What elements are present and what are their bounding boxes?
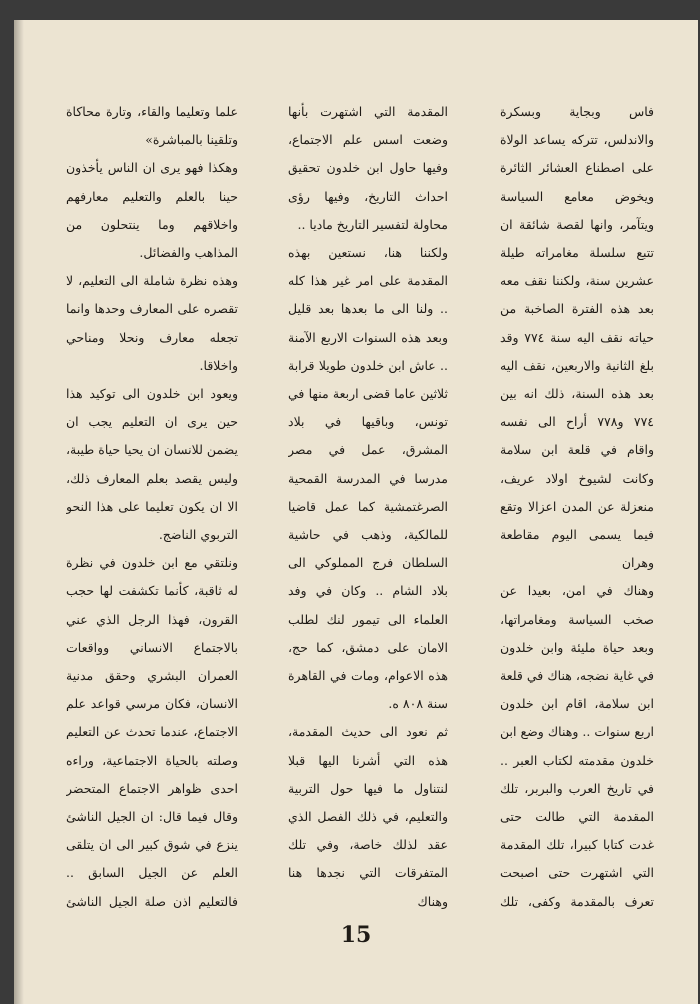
paragraph: ثم نعود الى حديث المقدمة، هذه التي أشرنا اليها قبلا لنتناول ما فيها حول التربية والتعليم، في ذلك الفصل الذي عقد لذلك خاصة، وفي تلك المتفرقات التي نجدها هنا وهناك bbox=[288, 724, 448, 909]
document-page bbox=[14, 20, 698, 1004]
column-left bbox=[66, 98, 238, 918]
paragraph: فاس وبجاية وبسكرة والاندلس، تتركه يساعد الولاة على اصطناع العشائر الثائرة ويخوض معامع السياسة ويتآمر، وانها لقصة شائقة ان تتبع سلسلة مغامراته طيلة عشرين سنة، ولكننا نقف معه بعد هذه الفترة الصاخبة من حياته نقف اليه سنة ٧٧٤ وقد بلغ الثانية والاربعين، نقف اليه بعد هذه السنة، ذلك انه بين ٧٧٤ و٧٧٨ أراح الى نفسه واقام في قلعة ابن سلامة وكانت لشيوخ اولاد عريف، منعزلة عن المدن اعزالا وتقع فيما يسمى اليوم مقاطعة وهران bbox=[500, 104, 654, 571]
paragraph: وهناك في امن، بعيدا عن صخب السياسة ومغامراتها، وبعد حياة مليئة وابن خلدون في غاية نضجه، هناك في قلعة ابن سلامة، اقام ابن خلدون اربع سنوات .. وهناك وضع ابن خلدون مقدمته لكتاب العبر .. في تاريخ العرب والبربر، تلك المقدمة التي طالت حتى غدت كتابا كبيرا، تلك المقدمة التي اشتهرت حتى اصبحت تعرف بالمقدمة وكفى، تلك bbox=[500, 583, 654, 909]
paragraph: ولكننا هنا، نستعين بهذه المقدمة على امر غير هذا كله .. ولنا الى ما بعدها بعد قليل وبعد هذه السنوات الاربع الآمنة .. عاش ابن خلدون طويلا قرابة ثلاثين عاما قضى اربعة منها في تونس، وباقيها في بلاد المشرق، عمل في مصر مدرسا في المدرسة القمحية الصرغتمشية كما عمل قاضيا للمالكية، وذهب في حاشية السلطان فرج المملوكي الى بلاد الشام .. وكان في وفد العلماء الى تيمور لنك لطلب الامان على دمشق، كما حج، هذه الاعوام، ومات في القاهرة سنة ٨٠٨ ه. bbox=[288, 245, 448, 712]
page-number: 15 bbox=[340, 922, 372, 948]
paragraph: ونلتقي مع ابن خلدون في نظرة له ثاقبة، كأنما تكشفت لها حجب القرون، فهذا الرجل الذي عني بالاجتماع الانساني وواقعات العمران البشري وحقق مدنية الانسان، فكان مرسي قواعد علم الاجتماع، عندما تحدث عن التعليم وصلته بالحياة الاجتماعية، وراءه احدى ظواهر الاجتماع المتحضر وقال فيما قال: ان الجيل الناشئ ينزع في شوق كبير الى ان يتلقى العلم عن الجيل السابق .. فالتعليم اذن صلة الجيل الناشئ bbox=[66, 555, 238, 909]
paragraph: وهذه نظرة شاملة الى التعليم، لا تقصره على المعارف وحدها وانما تجعله معارف ونحلا ومناحي واخلاقا. bbox=[66, 273, 238, 373]
paragraph: المقدمة التي اشتهرت بأنها وضعت اسس علم الاجتماع، وفيها حاول ابن خلدون تحقيق احداث التاريخ، وفيها رؤى محاولة لتفسير التاريخ ماديا .. bbox=[288, 104, 448, 232]
paragraph: ويعود ابن خلدون الى توكيد هذا حين يرى ان التعليم يجب ان يضمن للانسان ان يحيا حياة طيبة، وليس يقصد بعلم المعارف ذلك، الا ان يكون تعليما على هذا النحو التربوي الناضج. bbox=[66, 386, 238, 543]
paragraph: وهكذا فهو يرى ان الناس يأخذون حينا بالعلم والتعليم معارفهم واخلاقهم وما ينتحلون من المذاهب والفضائل. bbox=[66, 160, 238, 261]
column-right bbox=[500, 98, 654, 918]
column-middle bbox=[288, 98, 448, 918]
paragraph: علما وتعليما والقاء، وتارة محاكاة وتلقينا بالمباشرة» bbox=[66, 104, 238, 148]
page-spine-shadow bbox=[14, 20, 24, 1004]
